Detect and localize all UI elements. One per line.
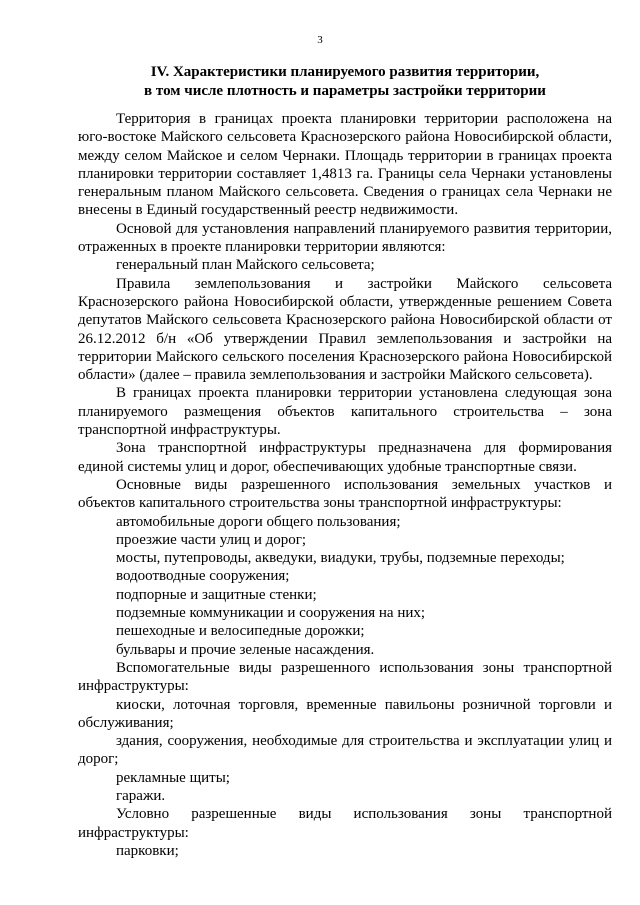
section-heading xyxy=(78,63,612,101)
list-item: проезжие части улиц и дорог; xyxy=(116,531,307,548)
list-item: генеральный план Майского сельсовета; xyxy=(116,257,375,274)
section-heading-line-2: в том числе плотность и параметры застройки территории xyxy=(144,83,546,99)
list-item: киоски, лоточная торговля, временные павильоны розничной торговли и обслуживания; xyxy=(78,696,612,731)
body-text xyxy=(78,110,612,860)
paragraph: В границах проекта планировки территории установлена следующая зона планируемого размещения объектов капитального строительства – зона транспортной инфраструктуры. xyxy=(78,385,612,439)
list-item: водоотводные сооружения; xyxy=(116,568,290,585)
list-item: пешеходные и велосипедные дорожки; xyxy=(116,623,365,640)
paragraph: Территория в границах проекта планировки территории расположена на юго-востоке Майского сельсовета Краснозерского района Новосибирской области, между селом Майское и селом Чернаки. Площадь территории в границах проекта планировки территории составляет 1,4813 га. Границы села Чернаки установлены генеральным планом Майского сельсовета. Сведения о границах села Чернаки не внесены в Единый государственный реестр недвижимости. xyxy=(78,111,612,219)
paragraph: Основные виды разрешенного использования земельных участков и объектов капитального строительства зоны транспортной инфраструктуры: xyxy=(78,476,612,512)
list-item: подпорные и защитные стенки; xyxy=(116,586,317,603)
paragraph: Зона транспортной инфраструктуры предназначена для формирования единой системы улиц и дорог, обеспечивающих удобные транспортные связи. xyxy=(78,440,612,475)
paragraph: Основой для установления направлений планируемого развития территории, отраженных в проекте планировки территории являются: xyxy=(78,220,612,256)
list-item: гаражи. xyxy=(116,787,166,804)
list-item: здания, сооружения, необходимые для строительства и эксплуатации улиц и дорог; xyxy=(78,733,612,768)
page-number: 3 xyxy=(317,34,323,46)
list-item: парковки; xyxy=(116,842,179,859)
list-item: бульвары и прочие зеленые насаждения. xyxy=(116,641,375,658)
paragraph: Вспомогательные виды разрешенного использования зоны транспортной инфраструктуры: xyxy=(78,659,612,695)
paragraph: Правила землепользования и застройки Майского сельсовета Краснозерского района Новосибирской области, утвержденные решением Совета депутатов Майского сельсовета Краснозерского района Новосибирской области от 26.12.2012 б/н «Об утверждении Правил землепользования и застройки на территории Майского сельского поселения Краснозерского района Новосибирской области» (далее – правила землепользования и застройки Майского сельсовета). xyxy=(78,275,612,384)
section-heading-line-1: IV. Характеристики планируемого развития территории, xyxy=(150,64,540,80)
list-item: автомобильные дороги общего пользования; xyxy=(116,513,401,530)
paragraph: Условно разрешенные виды использования зоны транспортной инфраструктуры: xyxy=(78,806,612,841)
list-item: мосты, путепроводы, акведуки, виадуки, трубы, подземные переходы; xyxy=(116,550,565,567)
list-item: рекламные щиты; xyxy=(116,769,230,786)
list-item: подземные коммуникации и сооружения на них; xyxy=(116,605,426,622)
